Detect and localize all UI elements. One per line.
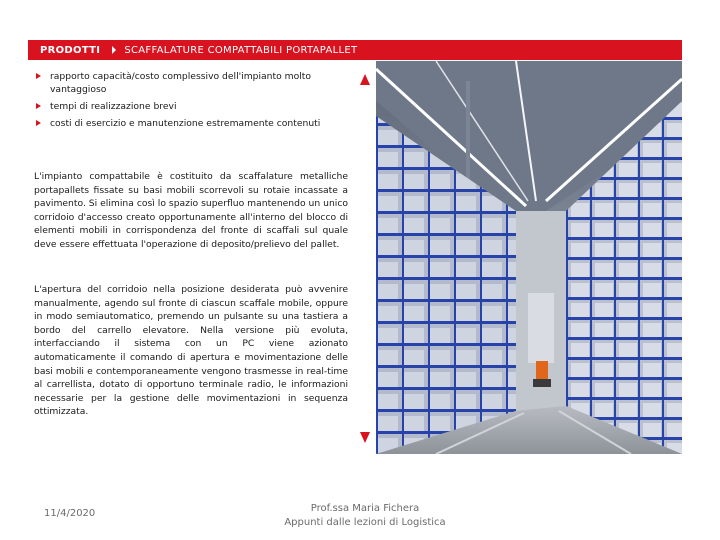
bullet-arrow-icon xyxy=(36,73,41,79)
list-item-text: rapporto capacità/costo complessivo dell'impianto molto vantaggioso xyxy=(50,71,312,95)
header-bar xyxy=(28,40,682,60)
footer-author: Prof.ssa Maria Fichera xyxy=(310,503,420,514)
list-item xyxy=(34,100,360,113)
description-paragraph: L'impianto compattabile è costituito da scaffalature metalliche portapallets fissate su basi mobili scorrevoli su rotaie incassate a pavimento. Si elimina così lo spazio superfluo mantenendo un unico corridoio d'accesso creato opportunamente all'interno del blocco di elementi mobili in corrispondenza del fronte di scaffali sul quale deve essere effettuata l'operazione di deposito/prelievo del pallet. xyxy=(34,171,348,250)
list-item xyxy=(34,70,360,96)
list-item-text: costi di esercizio e manutenzione estremamente contenuti xyxy=(50,118,321,129)
list-item xyxy=(34,117,360,130)
footer-subtitle: Appunti dalle lezioni di Logistica xyxy=(284,517,446,528)
footer-date: 11/4/2020 xyxy=(44,508,96,519)
scroll-up-icon[interactable] xyxy=(360,74,370,85)
warehouse-photo xyxy=(376,61,682,454)
feature-list xyxy=(34,70,360,134)
list-item-text: tempi di realizzazione brevi xyxy=(50,101,177,112)
bullet-arrow-icon xyxy=(36,120,41,126)
subsection-title: SCAFFALATURE COMPATTABILI PORTAPALLET xyxy=(124,44,358,56)
operation-paragraph: L'apertura del corridoio nella posizione desiderata può avvenire manualmente, agendo sul fronte di ciascun scaffale mobile, oppure in modo semiautomatico, premendo un pulsante su una tastiera a bordo del carrello elevatore. Nella versione più evoluta, interfacciando il sistema con un PC viene azionato automaticamente il comando di apertura e movimentazione delle basi mobili e contemporaneamente vengono trasmesse in real-time al carrellista, dotato di opportuno terminale radio, le informazioni necessarie per la gestione delle movimentazioni in sequenza ottimizzata. xyxy=(34,284,348,418)
scroll-down-icon[interactable] xyxy=(360,432,370,443)
breadcrumb-arrow-icon xyxy=(112,46,116,54)
footer-credit xyxy=(270,502,460,530)
section-title: PRODOTTI xyxy=(40,44,101,56)
bullet-arrow-icon xyxy=(36,103,41,109)
